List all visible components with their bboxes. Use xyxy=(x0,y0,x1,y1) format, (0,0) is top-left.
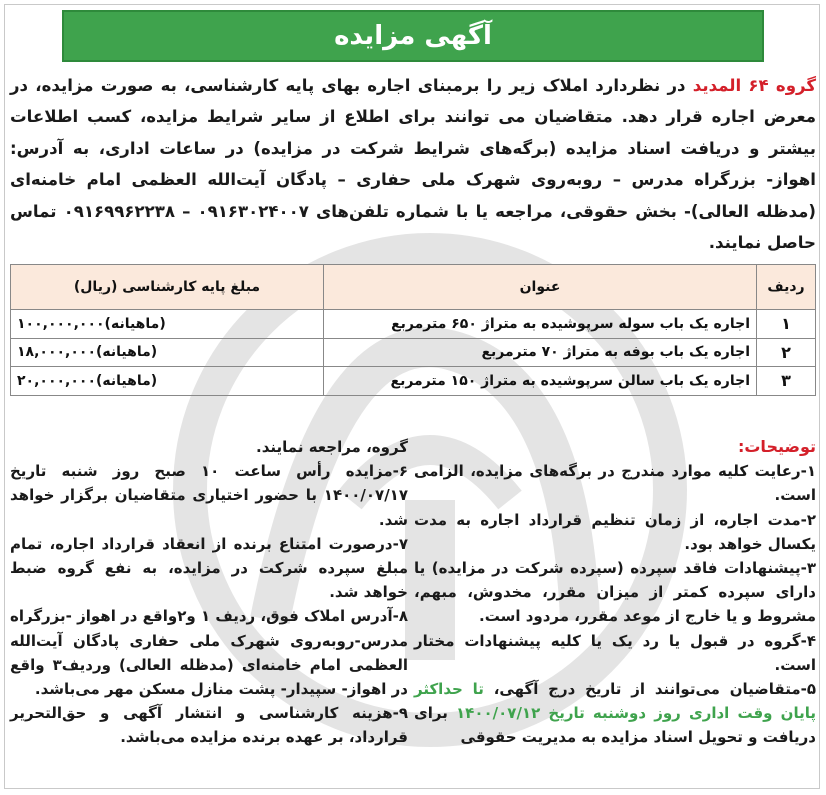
table-header-row xyxy=(11,265,816,310)
note-4: ۴-گروه در قبول یا رد یک یا کلیه پیشنهادات مختار است. xyxy=(414,631,816,674)
note-5-continued: گروه، مراجعه نمایند. xyxy=(256,438,408,456)
notes-heading: توضیحات: xyxy=(737,437,816,456)
intro-text: در نظردارد املاک زیر را برمبنای اجاره بهای پایه کارشناسی، به صورت مزایده، در معرض اجاره قرار دهد. متقاضیان می توانند برای اطلاع از سایر شرایط مزایده، کسب اطلاعات بیشتر و دریافت اسناد مزایده (برگه‌های شرایط شرکت در مزایده) در ساعات اداری، به آدرس: اهواز- بزرگراه مدرس – روبه‌روی شهرک ملی حفاری – پادگان آیت‌الله العظمی امام خامنه‌ای (مدظله العالی)- بخش حقوقی، مراجعه یا با شماره تلفن‌های ۰۹۱۶۳۰۲۴۰۰۷ – ۰۹۱۶۹۹۶۲۲۳۸ تماس حاصل نمایند. xyxy=(10,76,816,253)
table-row xyxy=(11,338,816,367)
note-1: ۱-رعایت کلیه موارد مندرج در برگه‌های مزایده، الزامی است. xyxy=(414,462,816,505)
intro-paragraph xyxy=(10,70,816,255)
note-8: ۸-آدرس املاک فوق، ردیف ۱ و۲واقع در اهواز -بزرگراه مدرس-روبه‌روی شهرک ملی حفاری پادگان آیت‌الله العظمی امام خامنه‌ای (مدظله العالی) وردیف۳ واقع در اهواز- سپیدار- پشت منازل مسکن مهر می‌باشد. xyxy=(10,607,408,699)
note-5-start: ۵-متقاضیان می‌توانند از تاریخ درج آگهی، xyxy=(483,680,816,699)
row-number: ۳ xyxy=(757,367,816,396)
note-5 xyxy=(414,677,816,750)
note-3: ۳-پیشنهادات فاقد سپرده (سپرده شرکت در مزایده) یا دارای سپرده کمتر از میزان مقرر، مخدوش، مبهم، مشروط و یا خارج از موعد مقرر، مردود است. xyxy=(414,559,816,626)
row-amount: ۲۰,۰۰۰,۰۰۰(ماهیانه) xyxy=(11,367,324,396)
note-7: ۷-درصورت امتناع برنده از انعقاد قرارداد اجاره، تمام مبلغ سپرده شرکت در مزایده، به نفع گروه ضبط خواهد شد. xyxy=(10,534,408,602)
note-2: ۲-مدت اجاره، از زمان تنظیم قرارداد اجاره به مدت یکسال خواهد بود. xyxy=(414,510,816,553)
note-9: ۹-هزینه کارشناسی و انتشار آگهی و حق‌التحریر قرارداد، بر عهده برنده مزایده می‌باشد. xyxy=(10,704,408,747)
header-title: عنوان xyxy=(324,265,757,310)
page-title: آگهی مزایده xyxy=(334,21,492,51)
table-row xyxy=(11,367,816,396)
row-number: ۲ xyxy=(757,338,816,367)
header-row-number: ردیف xyxy=(757,265,816,310)
row-amount: ۱۸,۰۰۰,۰۰۰(ماهیانه) xyxy=(11,338,324,367)
row-amount: ۱۰۰,۰۰۰,۰۰۰(ماهیانه) xyxy=(11,310,324,339)
table-row xyxy=(11,310,816,339)
notes-left-column xyxy=(10,435,408,750)
note-5-deadline: تا حداکثر پایان وقت اداری روز دوشنبه تاریخ ۱۴۰۰/۰۷/۱۲ xyxy=(414,680,817,723)
row-number: ۱ xyxy=(757,310,816,339)
organization-name: گروه ۶۴ المدید xyxy=(692,76,816,95)
header-amount: مبلغ پایه کارشناسی (ریال) xyxy=(11,265,324,310)
row-title: اجاره یک باب سوله سرپوشیده به متراژ ۶۵۰ مترمربع xyxy=(324,310,757,339)
row-title: اجاره یک باب سالن سرپوشیده به متراژ ۱۵۰ مترمربع xyxy=(324,367,757,396)
title-bar xyxy=(62,10,764,62)
note-6: ۶-مزایده رأس ساعت ۱۰ صبح روز شنبه تاریخ ۱۴۰۰/۰۷/۱۷ با حضور اختیاری متقاضیان برگزار خواهد شد. xyxy=(10,462,408,529)
row-title: اجاره یک باب بوفه به متراژ ۷۰ مترمربع xyxy=(324,338,757,367)
notes-right-column xyxy=(414,435,816,750)
note-5-end: برای دریافت و تحویل اسناد مزایده به مدیریت حقوقی xyxy=(414,704,816,747)
property-table xyxy=(10,264,816,396)
